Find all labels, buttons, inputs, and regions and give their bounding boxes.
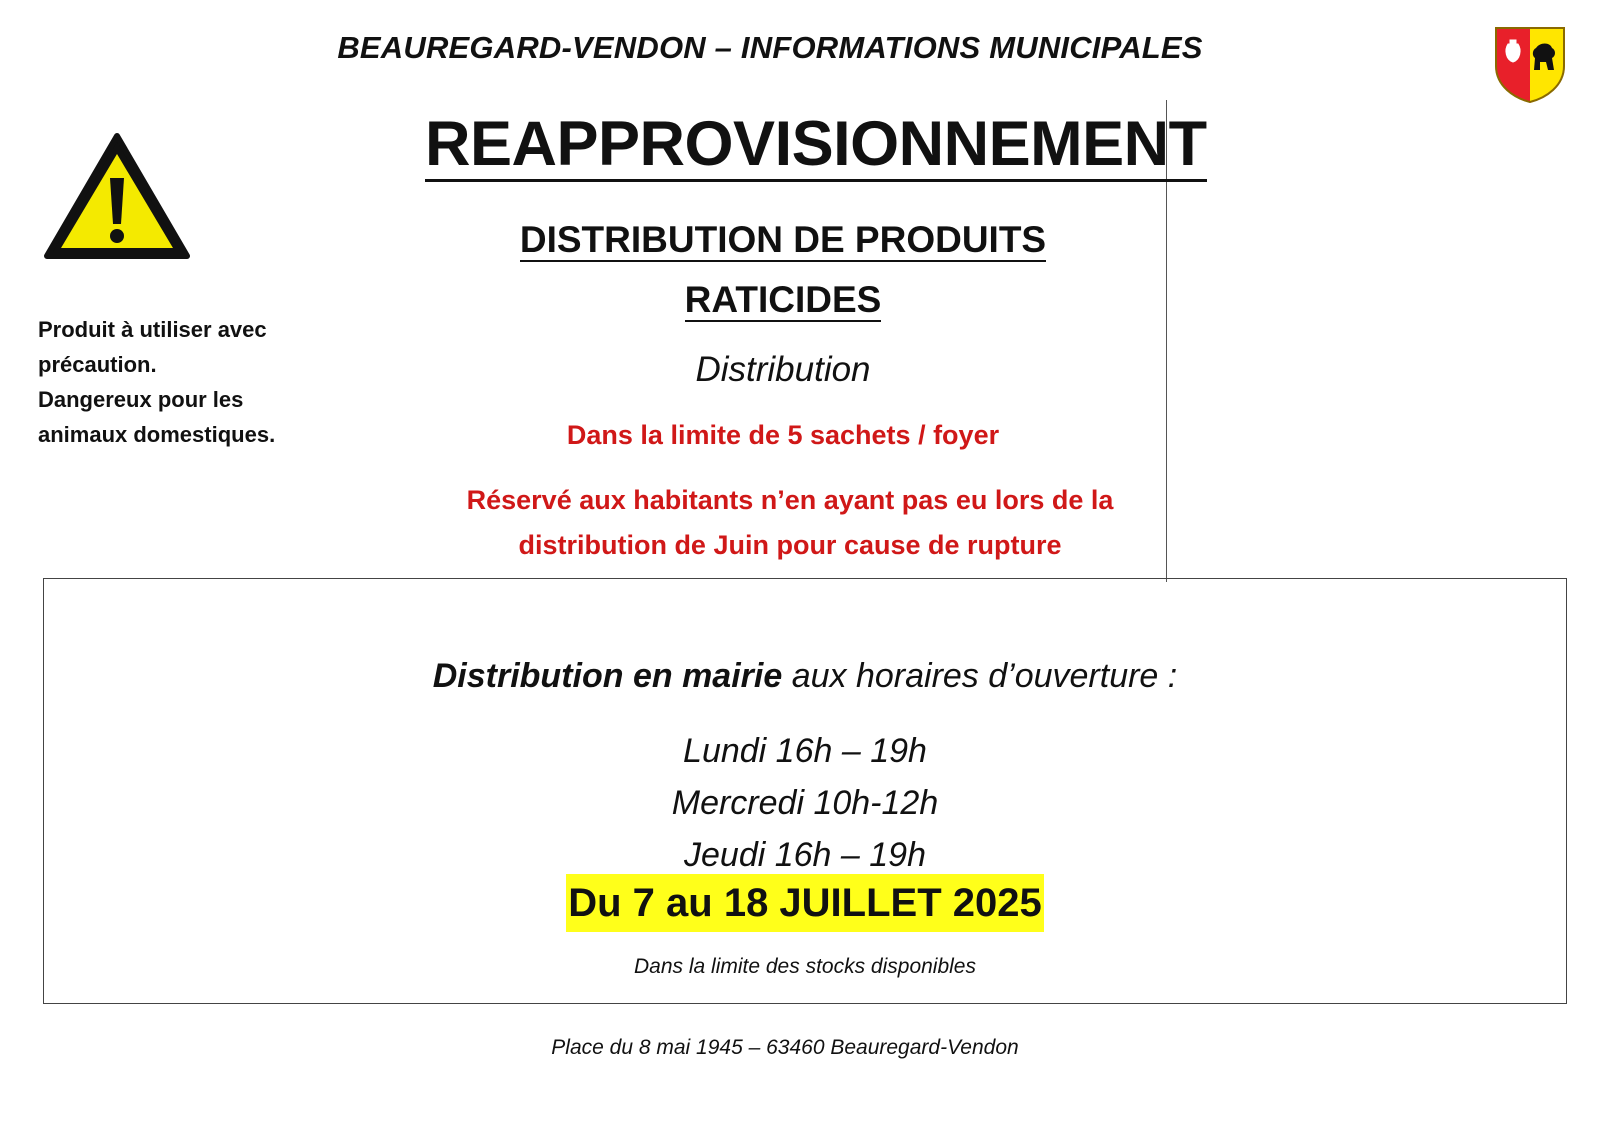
limit-text: Dans la limite de 5 sachets / foyer [566,420,1000,450]
caution-line: Dangereux pour les [38,387,244,412]
main-title [425,108,1207,180]
reserve-line: distribution de Juin pour cause de rupture [518,530,1062,560]
main-title-text: REAPPROVISIONNEMENT [425,109,1207,182]
date-range [44,874,1566,932]
reserve-line: Réservé aux habitants n’en ayant pas eu lors de la [466,485,1114,515]
caution-line: précaution. [38,352,157,377]
reserve-text [420,478,1160,568]
subtitle [400,210,1166,330]
hours-line: Lundi 16h – 19h [683,732,927,770]
hours-line: Jeudi 16h – 19h [684,836,926,874]
date-range-highlight: Du 7 au 18 JUILLET 2025 [566,874,1044,932]
schedule-intro-bold: Distribution en mairie [432,657,783,695]
schedule-intro-rest: aux horaires d’ouverture : [782,657,1178,695]
caution-text [38,312,358,452]
schedule-box [43,578,1567,1004]
coat-of-arms-icon [1494,26,1566,104]
caution-line: Produit à utiliser avec [38,317,267,342]
subtitle-line: RATICIDES [684,279,882,320]
subtitle-line: DISTRIBUTION DE PRODUITS [519,219,1047,260]
footer-address: Place du 8 mai 1945 – 63460 Beauregard-Vendon [551,1036,1019,1059]
distribution-label: Distribution [695,350,871,389]
warning-triangle-icon [42,130,192,264]
page-header-title: BEAUREGARD-VENDON – INFORMATIONS MUNICIPALES [337,30,1203,65]
stock-note: Dans la limite des stocks disponibles [634,955,976,978]
caution-line: animaux domestiques. [38,422,276,447]
schedule-intro [44,657,1566,696]
hours-line: Mercredi 10h-12h [671,784,939,822]
opening-hours [44,725,1566,881]
